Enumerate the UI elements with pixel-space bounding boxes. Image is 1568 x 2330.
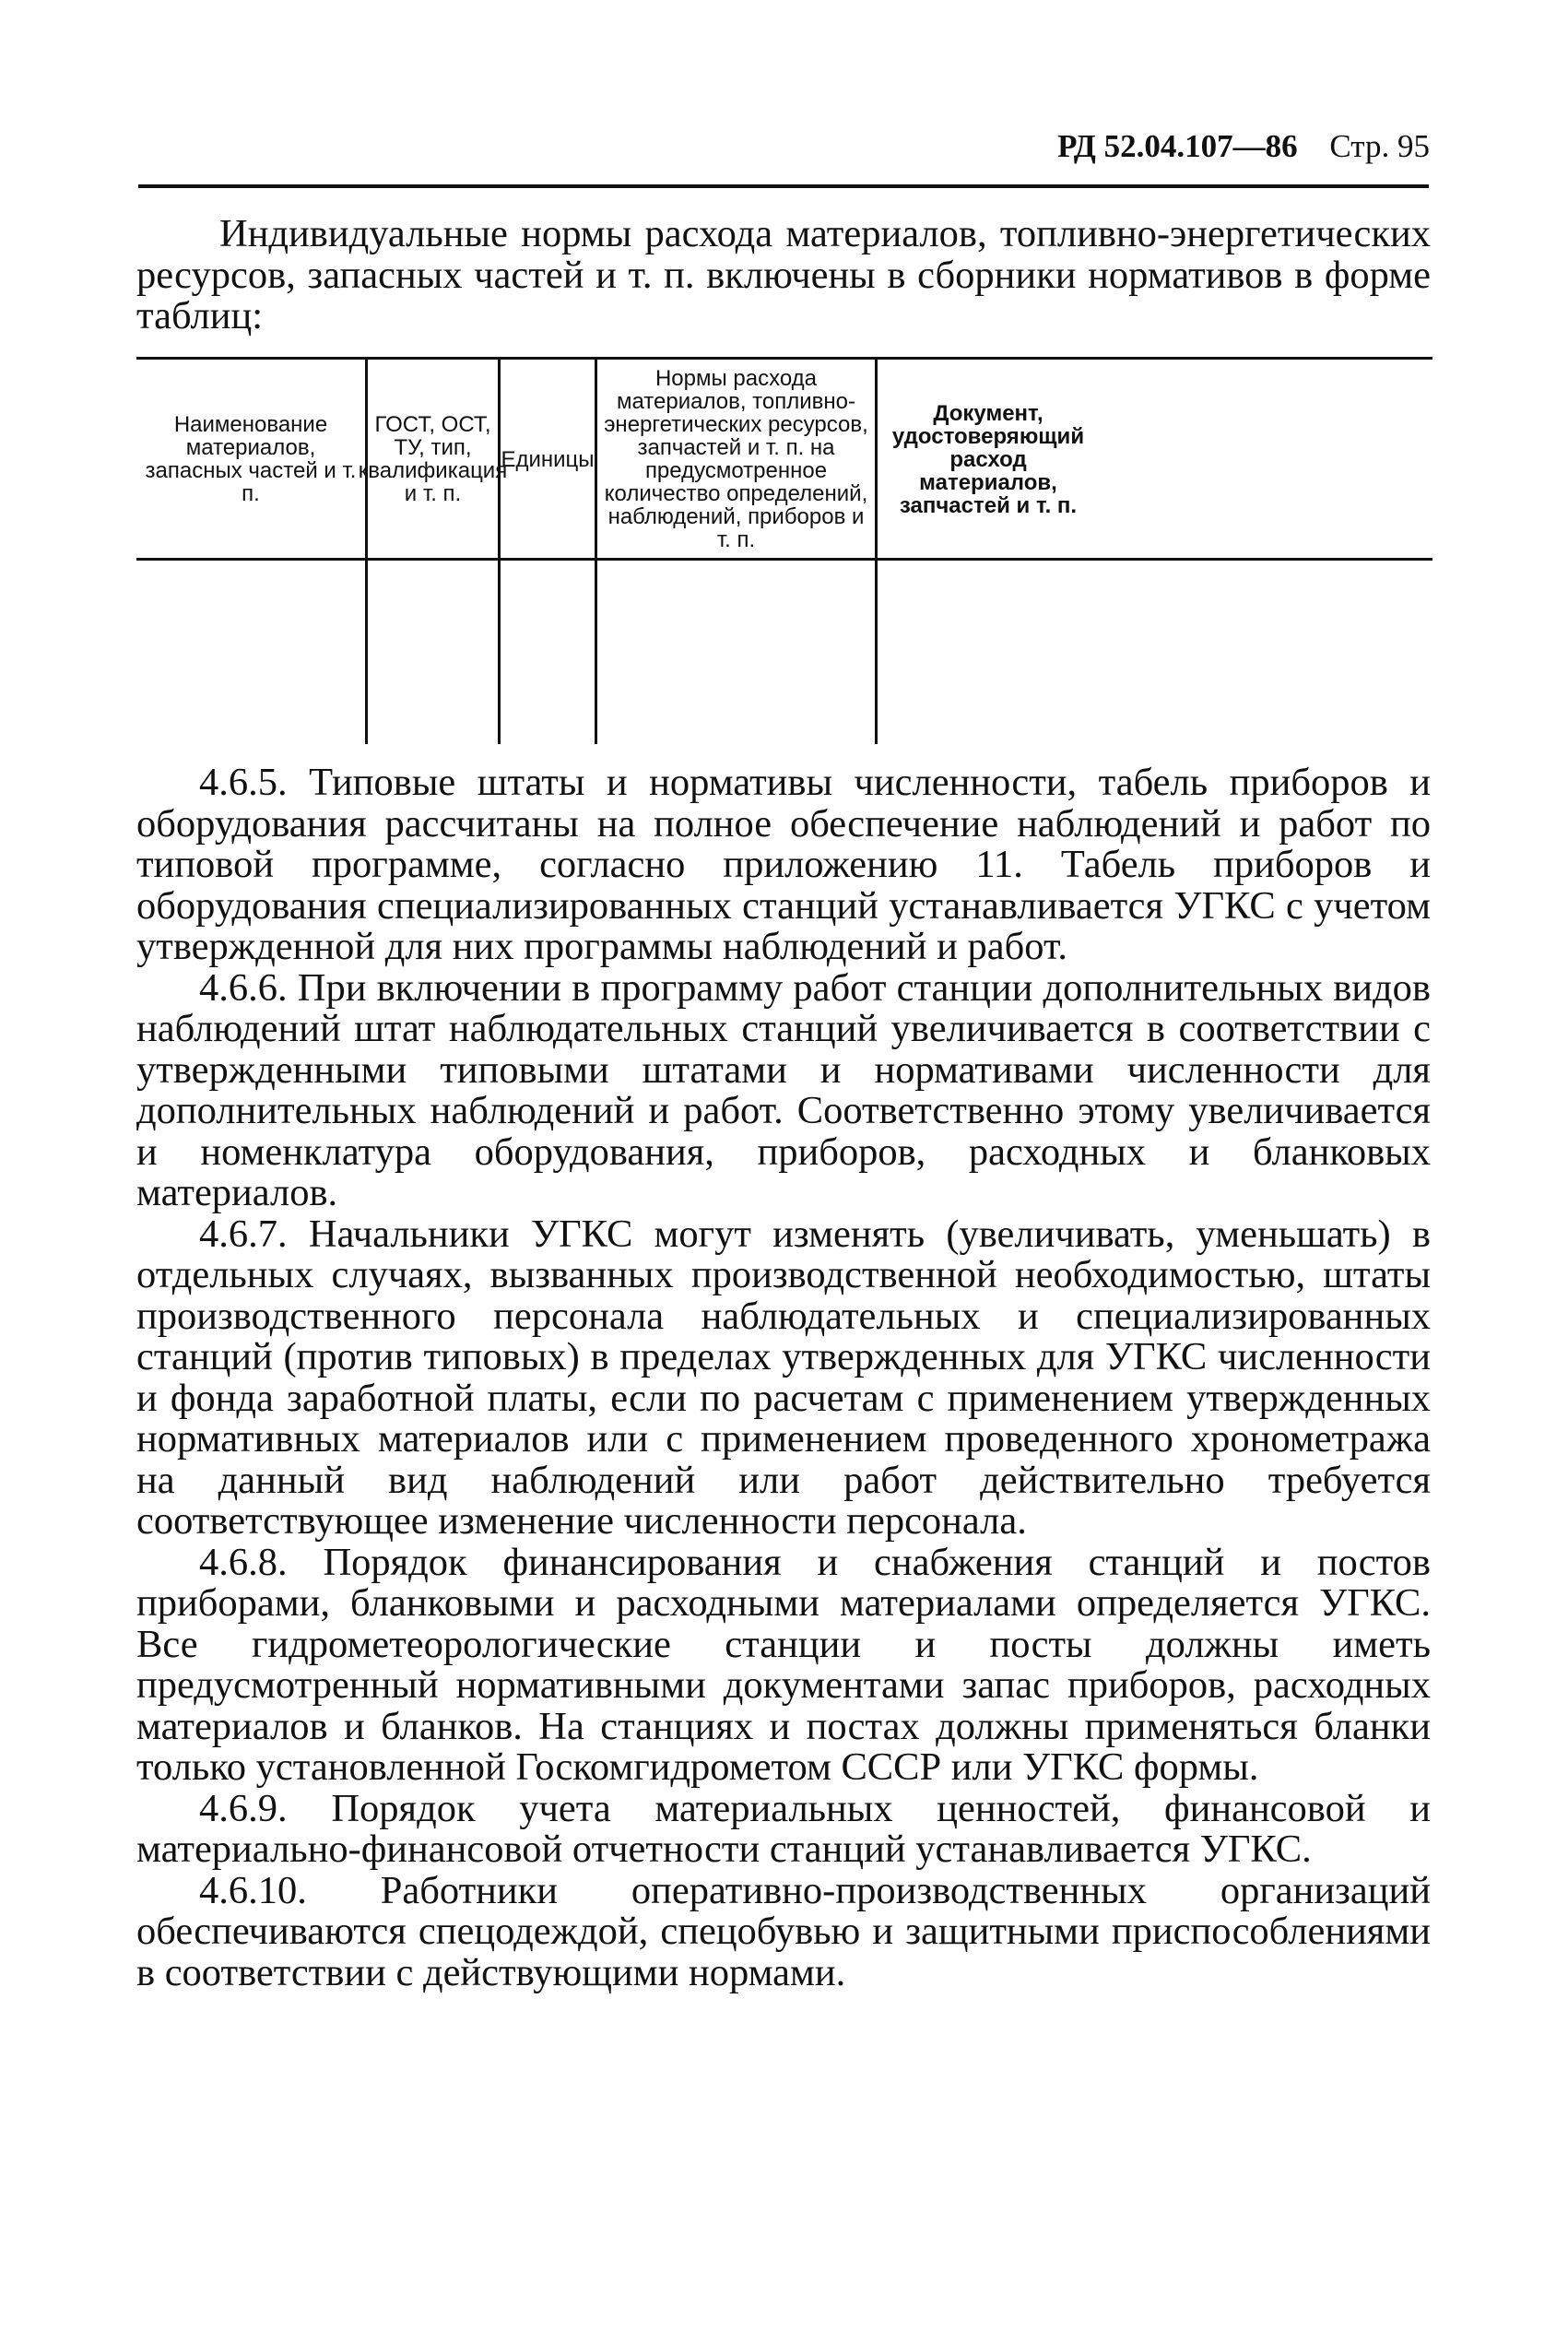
paragraph-4-6-10: [136, 1868, 1431, 1994]
paragraph-number: 4.6.6.: [199, 965, 288, 1010]
column-header-norms: Нормы расхода материалов, топливно-энергетических ресурсов, запчастей и т. п. на предусмотренное количество определений, наблюдений, приборов и т. п.: [604, 366, 868, 552]
paragraph-4-6-6: [136, 965, 1431, 1214]
paragraph-4-6-9: [136, 1786, 1432, 1871]
paragraph-number: 4.6.10.: [199, 1868, 307, 1912]
paragraph-text: Работники оперативно-производственных организаций обеспечиваются спецодеждой, спецобувью и защитными приспособлениями в соответствии с действующими нормами.: [136, 1868, 1431, 1994]
paragraph-number: 4.6.5.: [199, 761, 288, 804]
paragraph-text: Порядок учета материальных ценностей, финансовой и материально-финансовой отчетности станций устанавливается УГКС.: [136, 1786, 1432, 1871]
table-top-rule: [136, 357, 1432, 360]
table-header-rule: [136, 558, 1432, 561]
paragraph-number: 4.6.7.: [199, 1212, 288, 1256]
paragraph-4-6-7: [136, 1214, 1431, 1543]
paragraph-number: 4.6.8.: [199, 1540, 288, 1584]
header-rule: [138, 184, 1429, 188]
paragraph-text: При включении в программу работ станции дополнительных видов наблюдений штат наблюдательных станций увеличивается в соответствии с утвержденными типовыми штатами и нормативами численности для дополнительных наблюдений и работ. Соответственно этому увеличивается и номенклатура оборудования, приборов, расходных и бланковых материалов.: [136, 965, 1431, 1214]
numbered-paragraphs: [136, 763, 1431, 1993]
column-header-units: Единицы: [501, 446, 595, 472]
document-code: РД 52.04.107—86: [1057, 128, 1298, 164]
paragraph-text: Порядок финансирования и снабжения станций и постов приборами, бланковыми и расходными материалами определяется УГКС. Все гидрометеорологические станции и посты должны иметь предусмотренный нормативными документами запас приборов, расходных материалов и бланков. На станциях и постах должны применяться бланки только установленной Госкомгидрометом СССР или УГКС формы.: [136, 1540, 1431, 1789]
table-cell: [136, 563, 365, 739]
table-cell: [597, 563, 875, 739]
page-number: Стр. 95: [1329, 128, 1430, 164]
table-cell: [501, 563, 595, 739]
intro-paragraph: Индивидуальные нормы расхода материалов, топливно-энергетических ресурсов, запасных частей и т. п. включены в сборники нормативов в форме таблиц:: [136, 212, 1431, 337]
column-header-standard: ГОСТ, ОСТ, ТУ, тип, квалификация и т. п.: [358, 412, 508, 506]
table-cell: [878, 563, 1432, 739]
column-header-materials: Наименование материалов, запасных частей и т. п.: [145, 412, 357, 506]
paragraph-4-6-8: [136, 1540, 1431, 1789]
paragraph-text: Типовые штаты и нормативы численности, табель приборов и оборудования рассчитаны на полное обеспечение наблюдений и работ по типовой программе, согласно приложению 11. Табель приборов и оборудования специализированных станций устанавливается УГКС с учетом утвержденной для них программы наблюдений и работ.: [136, 761, 1431, 968]
paragraph-4-6-5: [136, 763, 1431, 968]
running-header: [1057, 130, 1430, 162]
paragraph-text: Начальники УГКС могут изменять (увеличивать, уменьшать) в отдельных случаях, вызванных производственной необходимостью, штаты производственного персонала наблюдательных и специализированных станций (против типовых) в пределах утвержденных для УГКС численности и фонда заработной платы, если по расчетам с применением утвержденных нормативных материалов или с применением проведенного хронометража на данный вид наблюдений или работ действительно требуется соответствующее изменение численности персонала.: [136, 1212, 1432, 1543]
norms-table: [136, 357, 1432, 744]
column-header-document: Документ, удостоверяющий расход материалов, запчастей и т. п.: [891, 400, 1085, 518]
table-cell: [368, 563, 498, 739]
paragraph-number: 4.6.9.: [199, 1786, 288, 1830]
